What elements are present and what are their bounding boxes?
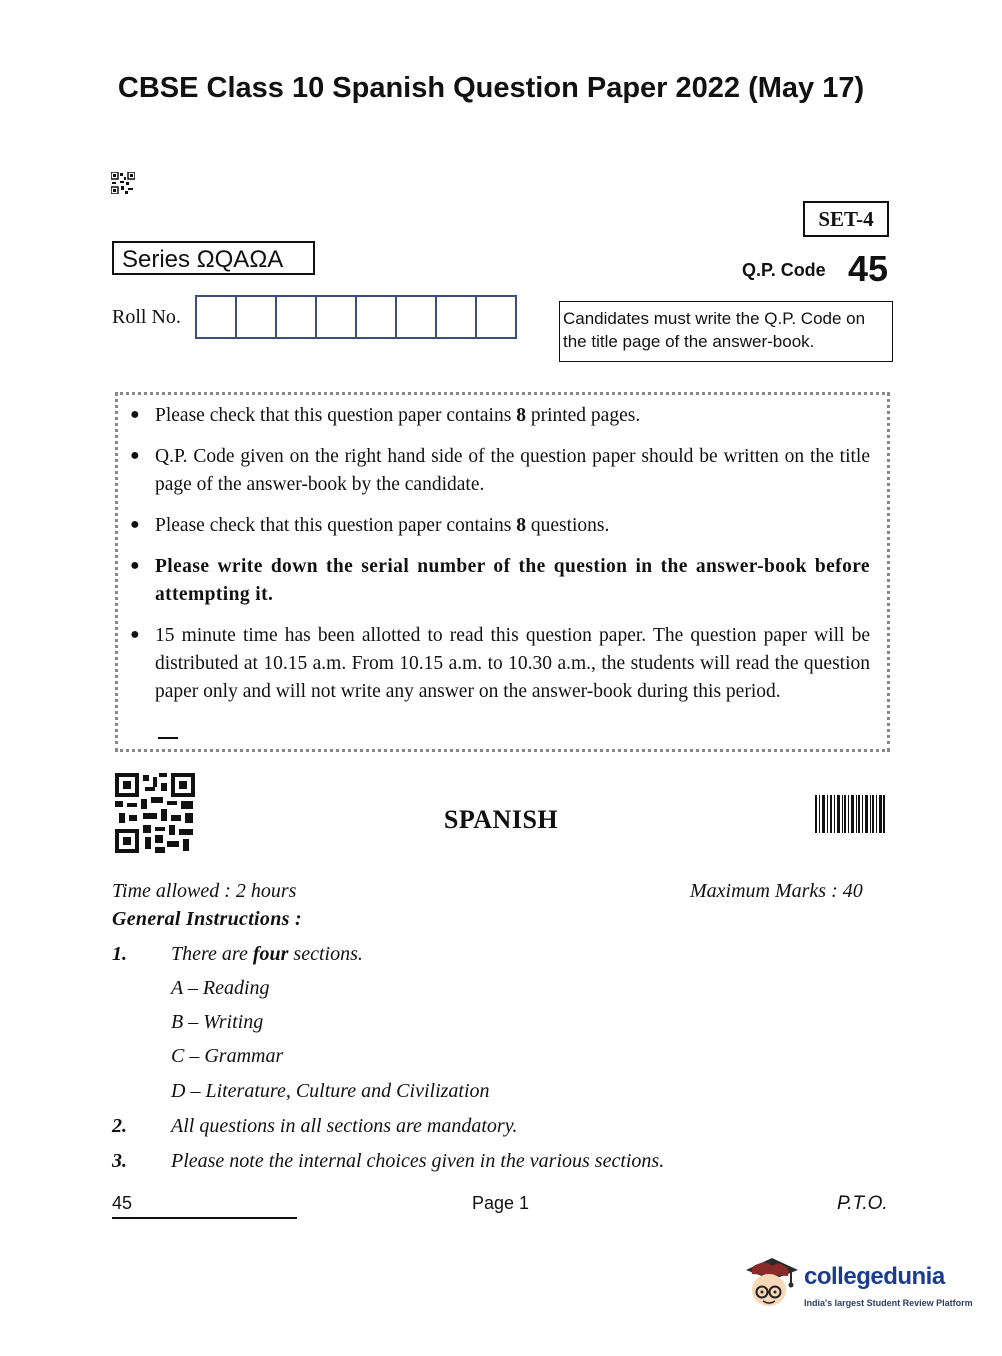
maximum-marks: Maximum Marks : 40 [690,880,863,902]
instruction-item: Q.P. Code given on the right hand side of the question paper should be written on the title page of the answer-book by the candidate. [155,446,870,495]
instruction-number: 2. [112,1115,127,1137]
roll-number-cell[interactable] [237,297,277,337]
time-allowed: Time allowed : 2 hours [112,880,297,902]
pto-label: P.T.O. [837,1193,888,1214]
instruction-item [155,512,870,540]
instruction-item: 15 minute time has been allotted to read this question paper. The question paper will be distributed at 10.15 a.m. From 10.15 a.m. to 10.30 a.m., the students will read the question paper only and will not write any answer on the answer-book during this period. [155,625,870,702]
page-title: CBSE Class 10 Spanish Question Paper 2022 (May 17) [117,72,865,104]
small-qr-code-icon [111,172,135,194]
instruction-emphasis: 8 [516,515,526,536]
page-number: Page 1 [472,1193,530,1213]
barcode-icon [815,795,885,833]
general-instructions-heading: General Instructions : [112,908,302,930]
brand-tagline: India's largest Student Review Platform [804,1298,973,1308]
instruction-text: sections. [288,943,363,965]
collegedunia-mascot-icon [742,1252,802,1312]
dash-divider [158,737,178,739]
section-item: A – Reading [171,977,270,999]
instruction-emphasis: 8 [516,405,526,426]
qp-code-value: 45 [848,248,889,289]
roll-number-boxes[interactable] [195,295,517,339]
candidates-note-line: the title page of the answer-book. [563,332,815,351]
bullet-icon: ● [130,406,140,423]
general-instruction [171,943,363,966]
bullet-icon: ● [130,447,140,464]
section-item: D – Literature, Culture and Civilization [171,1080,490,1102]
instruction-text: questions. [525,515,610,536]
instruction-text: Please check that this question paper contains [155,405,517,426]
bullet-icon: ● [130,557,140,574]
roll-number-cell[interactable] [357,297,397,337]
general-instruction: Please note the internal choices given in the various sections. [171,1150,665,1172]
roll-number-label: Roll No. [112,306,181,328]
series-box: Series ΩQAΩA [112,241,315,275]
instruction-item: Please write down the serial number of the question in the answer-book before attempting it. [155,556,870,605]
instruction-text: Please check that this question paper contains [155,515,517,536]
set-badge: SET-4 [803,201,889,237]
subject-title: SPANISH [443,805,559,834]
candidates-note [559,301,893,362]
instruction-item [155,402,870,430]
section-item: B – Writing [171,1011,264,1033]
instruction-number: 3. [112,1150,127,1172]
instruction-emphasis: four [252,943,289,965]
instruction-text: There are [171,943,253,965]
section-item: C – Grammar [171,1045,284,1067]
footer-underline [112,1217,297,1219]
bullet-icon: ● [130,626,140,643]
roll-number-cell[interactable] [277,297,317,337]
footer-code: 45 [112,1193,133,1213]
brand-name: collegedunia [804,1263,945,1290]
candidates-note-line: Candidates must write the Q.P. Code on [563,309,866,328]
bullet-icon: ● [130,516,140,533]
instruction-text: printed pages. [525,405,641,426]
qp-code-label: Q.P. Code [742,260,826,280]
roll-number-cell[interactable] [437,297,477,337]
roll-number-cell[interactable] [397,297,437,337]
instruction-number: 1. [112,943,127,965]
roll-number-cell[interactable] [317,297,357,337]
roll-number-cell[interactable] [197,297,237,337]
roll-number-cell[interactable] [477,297,515,337]
general-instruction: All questions in all sections are mandatory. [171,1115,518,1137]
